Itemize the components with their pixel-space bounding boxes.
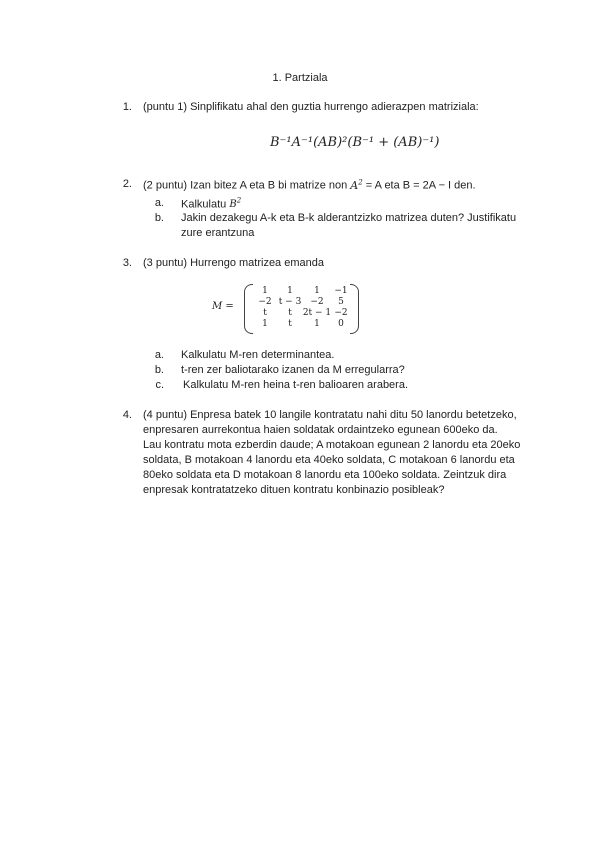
question-2-text-post: = A eta B = 2A − I den. (365, 179, 476, 192)
matrix-label: M = (212, 301, 234, 312)
question-1-text: (puntu 1) Sinplifikatu ahal den guztia hurrengo adierazpen matriziala: (143, 101, 479, 113)
question-2-item-a-label: a. (154, 197, 164, 209)
question-2-text-pre: (2 puntu) Izan bitez A eta B bi matrize non (143, 179, 348, 192)
matrix-cell: 1 (314, 286, 320, 296)
matrix-cell: t (288, 319, 292, 329)
question-3-text: (3 puntu) Hurrengo matrizea emanda (143, 257, 324, 269)
question-4-line: soldata, B motakoan 4 lanordu eta 40eko soldata, C motakoan 6 lanordu eta (143, 454, 515, 466)
question-1-formula: B⁻¹A⁻¹(AB)²(B⁻¹ + (AB)⁻¹) (270, 135, 440, 150)
question-3-number: 3. (122, 257, 132, 269)
matrix-cell: 1 (262, 319, 268, 329)
matrix-cell: −2 (258, 297, 272, 307)
matrix-cell: −2 (334, 308, 348, 318)
matrix-cell: 1 (314, 319, 320, 329)
question-2-item-a-text: Kalkulatu (181, 198, 227, 211)
math-b-symbol: B (229, 199, 237, 211)
question-3-item-c-label: c. (155, 379, 164, 391)
question-4-line: (4 puntu) Enpresa batek 10 langile kontratatu nahi ditu 50 lanordu betetzeko, (143, 409, 517, 421)
matrix-m (212, 284, 362, 334)
question-4-line: enpresaren aurrekontua haien soldatak ordaintzeko egunean 600eko da. (143, 424, 498, 436)
matrix-cell: 5 (338, 297, 344, 307)
question-2-item-b-line-2: zure erantzuna (181, 227, 255, 239)
question-2-text (143, 178, 476, 192)
math-a-exponent: 2 (358, 178, 363, 186)
matrix-cell: t (288, 308, 292, 318)
question-2-item-b-line-1: Jakin dezakegu A-k eta B-k alderantzizko matrizea duten? Justifikatu (181, 212, 517, 224)
question-2-math-a (350, 179, 362, 192)
question-4-number: 4. (122, 409, 132, 421)
question-1-number: 1. (122, 101, 132, 113)
math-a-symbol: A (350, 178, 359, 192)
question-2-math-b (229, 199, 241, 210)
matrix-cell: 1 (262, 286, 268, 296)
question-2-item-b-label: b. (154, 212, 164, 224)
question-3-item-b-label: b. (154, 364, 164, 376)
matrix-cell: 1 (287, 286, 293, 296)
question-3-item-a-text: Kalkulatu M-ren determinantea. (181, 349, 335, 361)
matrix-cell: 2t − 1 (302, 308, 332, 318)
question-3-item-a-label: a. (154, 349, 164, 361)
matrix-cell: −2 (310, 297, 324, 307)
matrix-cell: t − 3 (278, 297, 302, 307)
matrix-cell: t (263, 308, 267, 318)
question-3-item-c-text: Kalkulatu M-ren heina t-ren balioaren arabera. (183, 379, 409, 391)
math-b-exponent: 2 (236, 197, 242, 205)
question-2-item-a (181, 197, 241, 210)
matrix-cell: 0 (338, 319, 344, 329)
question-4-line: 80eko soldata eta D motakoan 8 lanordu eta 100eko soldata. Zeintzuk dira (143, 469, 507, 481)
matrix-cell: −1 (334, 286, 348, 296)
question-3-item-b-text: t-ren zer baliotarako izanen da M erregularra? (181, 364, 405, 376)
question-4-line: enpresak kontratatzeko dituen kontratu konbinazio posibleak? (143, 484, 445, 496)
question-4-line: Lau kontratu mota ezberdin daude; A motakoan egunean 2 lanordu eta 20eko (143, 439, 521, 451)
page-title: 1. Partziala (272, 72, 328, 84)
question-2-number: 2. (122, 178, 132, 190)
